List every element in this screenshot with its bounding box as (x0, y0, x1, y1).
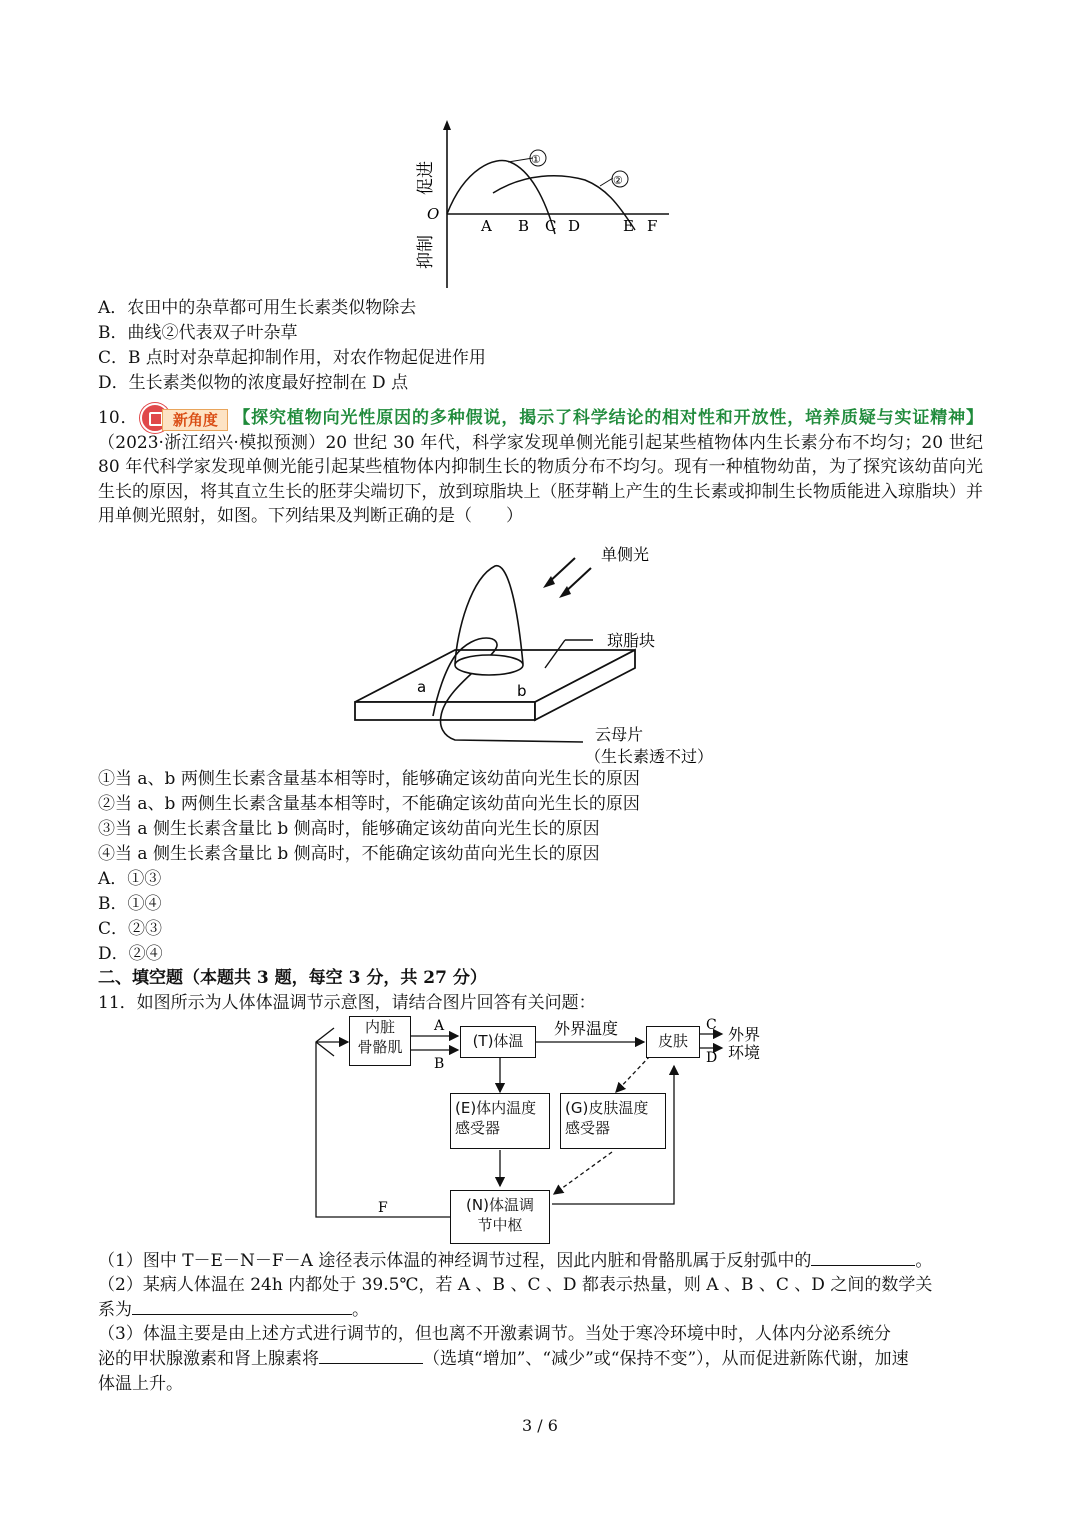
y-axis-promote-label: 促进 (416, 161, 436, 195)
answer-blank-3[interactable] (319, 1347, 423, 1364)
q9-option-a: A．农田中的杂草都可用生长素类似物除去 (98, 298, 417, 318)
q10-option-d: D．②④ (98, 944, 163, 964)
origin-label: O (427, 205, 440, 223)
q10-option-a: A．①③ (98, 869, 162, 889)
label-a: a (417, 678, 427, 696)
arrow-c-label: C (706, 1017, 717, 1033)
body-temp-box: (T)体温 (460, 1026, 536, 1058)
skin-receptor-box: (G)皮肤温度 感受器 (560, 1093, 666, 1149)
badge-label: 新角度 (162, 409, 228, 431)
curve-2-label: ② (613, 174, 623, 187)
mica-label: 云母片 (595, 725, 644, 744)
q11-sub3-line2: 泌的甲状腺激素和肾上腺素将 （选填“增加”、“减少”或“保持不变”），从而促进新陈代谢，加速 (98, 1349, 909, 1369)
external-temp-label: 外界温度 (554, 1019, 619, 1038)
env-label-1: 外界 (728, 1025, 761, 1044)
new-angle-badge (140, 407, 228, 431)
single-light-label: 单侧光 (601, 545, 650, 564)
point-a: A (481, 217, 492, 235)
page-number: 3 / 6 (522, 1416, 558, 1435)
q11-sub3-line1: （3）体温主要是由上述方式进行调节的，但也离不开激素调节。当处于寒冷环境中时，人体内分泌系统分 (98, 1324, 891, 1344)
q10-stem-text: （2023·浙江绍兴·模拟预测）20 世纪 30 年代，科学家发现单侧光能引起某些植物体内生长素分布不均匀；20 世纪 80 年代科学家发现单侧光能引起某些植物体内抑制生长的物质分布不均匀。现有一种植物幼苗，为了探究该幼苗向光生长的原因，将其直立生长的胚芽尖端切下，放到琼脂块上（胚芽鞘上产生的生长素或抑制生长物质能进入琼脂块）并用单侧光照射，如图。下列结果及判断正确的是（ ） (98, 432, 983, 526)
auxin-concentration-graph (405, 118, 685, 290)
point-b: B (518, 217, 530, 235)
q10-statement-3: ③当 a 侧生长素含量比 b 侧高时，能够确定该幼苗向光生长的原因 (98, 819, 600, 839)
q10-tag: 【探究植物向光性原因的多种假说，揭示了科学结论的相对性和开放性，培养质疑与实证精神】 (232, 408, 984, 428)
point-e: E (623, 217, 634, 235)
q9-option-b: B．曲线②代表双子叶杂草 (98, 323, 298, 343)
q10-option-b: B．①④ (98, 894, 162, 914)
label-b: b (517, 682, 527, 700)
env-label-2: 环境 (728, 1043, 761, 1062)
q10-statement-2: ②当 a、b 两侧生长素含量基本相等时，不能确定该幼苗向光生长的原因 (98, 794, 640, 814)
q10-statement-1: ①当 a、b 两侧生长素含量基本相等时，能够确定该幼苗向光生长的原因 (98, 769, 640, 789)
section-2-heading: 二、填空题（本题共 3 题，每空 3 分，共 27 分） (98, 968, 487, 988)
arrow-f-label: F (378, 1200, 388, 1216)
arrow-a-label: A (434, 1018, 445, 1034)
q10-stem (98, 406, 983, 529)
arrow-b-label: B (434, 1056, 445, 1072)
answer-blank-1[interactable] (811, 1249, 915, 1266)
q9-option-d: D．生长素类似物的浓度最好控制在 D 点 (98, 373, 409, 393)
q10-option-c: C．②③ (98, 919, 163, 939)
q10-statement-4: ④当 a 侧生长素含量比 b 侧高时，不能确定该幼苗向光生长的原因 (98, 844, 600, 864)
curve-1-label: ① (531, 153, 541, 166)
point-d: D (568, 217, 581, 235)
agar-block-figure (345, 540, 745, 768)
arrow-d-label: D (706, 1050, 718, 1066)
q11-sub3-line3: 体温上升。 (98, 1374, 183, 1394)
answer-blank-2[interactable] (132, 1298, 352, 1315)
internal-receptor-box: (E)体内温度 感受器 (450, 1093, 550, 1149)
q11-sub2-line1: （2）某病人体温在 24h 内都处于 39.5℃，若 A 、B 、C 、D 都表示热量，则 A 、B 、C 、D 之间的数学关 (98, 1275, 933, 1295)
q11-sub1: （1）图中 T－E－N－F－A 途径表示体温的神经调节过程，因此内脏和骨骼肌属于反射弧中的 。 (98, 1251, 933, 1271)
regulation-center-box: (N)体温调 节中枢 (450, 1190, 550, 1244)
point-c: C (545, 217, 557, 235)
q11-stem: 11．如图所示为人体体温调节示意图，请结合图片回答有关问题： (98, 993, 596, 1013)
agar-label: 琼脂块 (607, 631, 656, 650)
mica-note: （生长素透不过） (585, 747, 714, 766)
y-axis-inhibit-label: 抑制 (416, 235, 436, 269)
organs-box: 内脏 骨骼肌 (349, 1016, 411, 1066)
skin-box: 皮肤 (646, 1026, 700, 1058)
q9-option-c: C．B 点时对杂草起抑制作用，对农作物起促进作用 (98, 348, 486, 368)
q10-number: 10． (98, 408, 139, 428)
q11-sub2-line2: 系为 。 (98, 1300, 369, 1320)
point-f: F (647, 217, 658, 235)
